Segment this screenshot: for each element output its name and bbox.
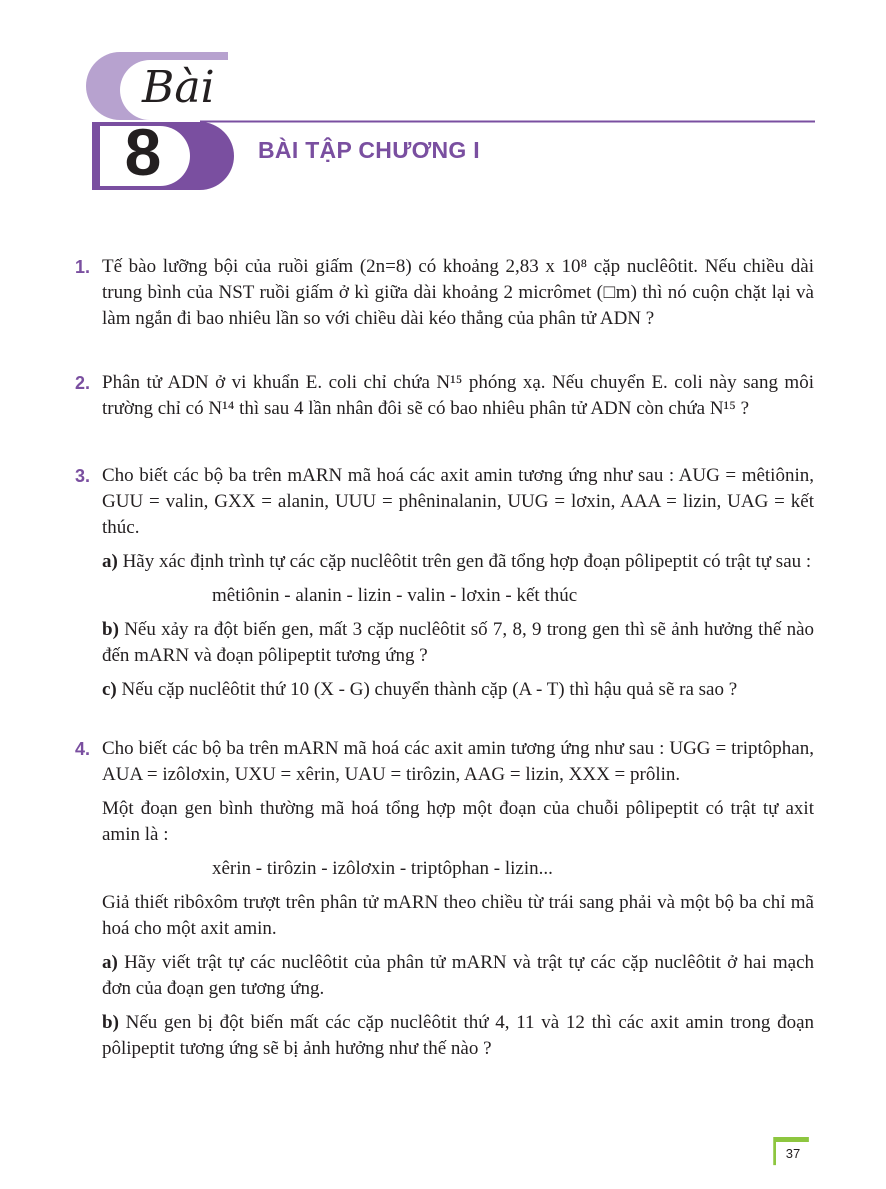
question-number: 4. [75,739,91,759]
subquestion-label: a) [102,952,118,973]
question-text: Phân tử ADN ở vi khuẩn E. coli chỉ chứa N¹⁵ phóng xạ. Nếu chuyển E. coli này sang môi trường chỉ có N¹⁴ thì sau 4 lần nhân đôi sẽ có bao nhiêu phân tử ADN còn chứa N¹⁵ ? [102,372,814,419]
subquestion-label: a) [102,551,118,572]
page-title: BÀI TẬP CHƯƠNG I [258,137,480,163]
subquestion-text: Nếu xảy ra đột biến gen, mất 3 cặp nuclêôtit số 7, 8, 9 trong gen thì sẽ ảnh hưởng thế nào đến mARN và đoạn pôlipeptit tương ứng ? [102,619,815,666]
question-1 [75,254,814,332]
question-number: 2. [75,373,91,393]
question-number: 1. [75,257,91,277]
lesson-word: Bài [142,62,215,113]
subquestion-c [102,677,814,703]
question-4 [75,736,815,1062]
question-intro: Cho biết các bộ ba trên mARN mã hoá các axit amin tương ứng như sau : AUG = mêtiônin, GUU = valin, GXX = alanin, UUU = phêninalanin, UUG = lơxin, AAA = lizin, UAG = kết thúc. [102,465,814,538]
amino-sequence: mêtiônin - alanin - lizin - valin - lơxin - kết thúc [212,585,578,606]
question-text: Tế bào lưỡng bội của ruồi giấm (2n=8) có khoảng 2,83 x 10⁸ cặp nuclêôtit. Nếu chiều dài trung bình của NST ruồi giấm ở kì giữa dài khoảng 2 micrômet (□m) thì nó cuộn chặt lại và làm ngắn đi bao nhiêu lần so với chiều dài kéo thẳng của phân tử ADN ? [102,256,814,329]
lesson-number: 8 [124,115,162,189]
question-2 [75,370,814,422]
subquestion-text: Hãy xác định trình tự các cặp nuclêôtit trên gen đã tổng hợp đoạn pôlipeptit có trật tự sau : [122,551,812,572]
amino-sequence: xêrin - tirôzin - izôlơxin - triptôphan - lizin... [212,858,553,879]
subquestion-label: c) [102,679,117,700]
subquestion-a [102,950,814,1002]
subquestion-text: Nếu gen bị đột biến mất các cặp nuclêôtit thứ 4, 11 và 12 thì các axit amin trong đoạn pôlipeptit tương ứng sẽ bị ảnh hưởng như thế nào ? [102,1012,815,1059]
question-paragraph: Giả thiết ribôxôm trượt trên phân tử mARN theo chiều từ trái sang phải và một bộ ba chỉ mã hoá cho một axit amin. [102,892,814,939]
subquestion-text: Nếu cặp nuclêôtit thứ 10 (X - G) chuyển thành cặp (A - T) thì hậu quả sẽ ra sao ? [121,679,738,700]
subquestion-label: b) [102,619,119,640]
subquestion-b [102,617,814,669]
page-number: 37 [776,1142,810,1166]
lesson-header [0,0,886,200]
subquestion-text: Hãy viết trật tự các nuclêôtit của phân tử mARN và trật tự các cặp nuclêôtit ở hai mạch đơn của đoạn gen tương ứng. [102,952,814,999]
subquestion-a [102,549,814,575]
question-paragraph: Một đoạn gen bình thường mã hoá tổng hợp một đoạn của chuỗi pôlipeptit có trật tự axit amin là : [102,798,814,845]
question-intro: Cho biết các bộ ba trên mARN mã hoá các axit amin tương ứng như sau : UGG = triptôphan, AUA = izôlơxin, UXU = xêrin, UAU = tirôzin, AAG = lizin, XXX = prôlin. [102,738,814,785]
subquestion-label: b) [102,1012,119,1033]
question-number: 3. [75,466,91,486]
subquestion-b [102,1010,814,1062]
question-3 [75,463,815,703]
